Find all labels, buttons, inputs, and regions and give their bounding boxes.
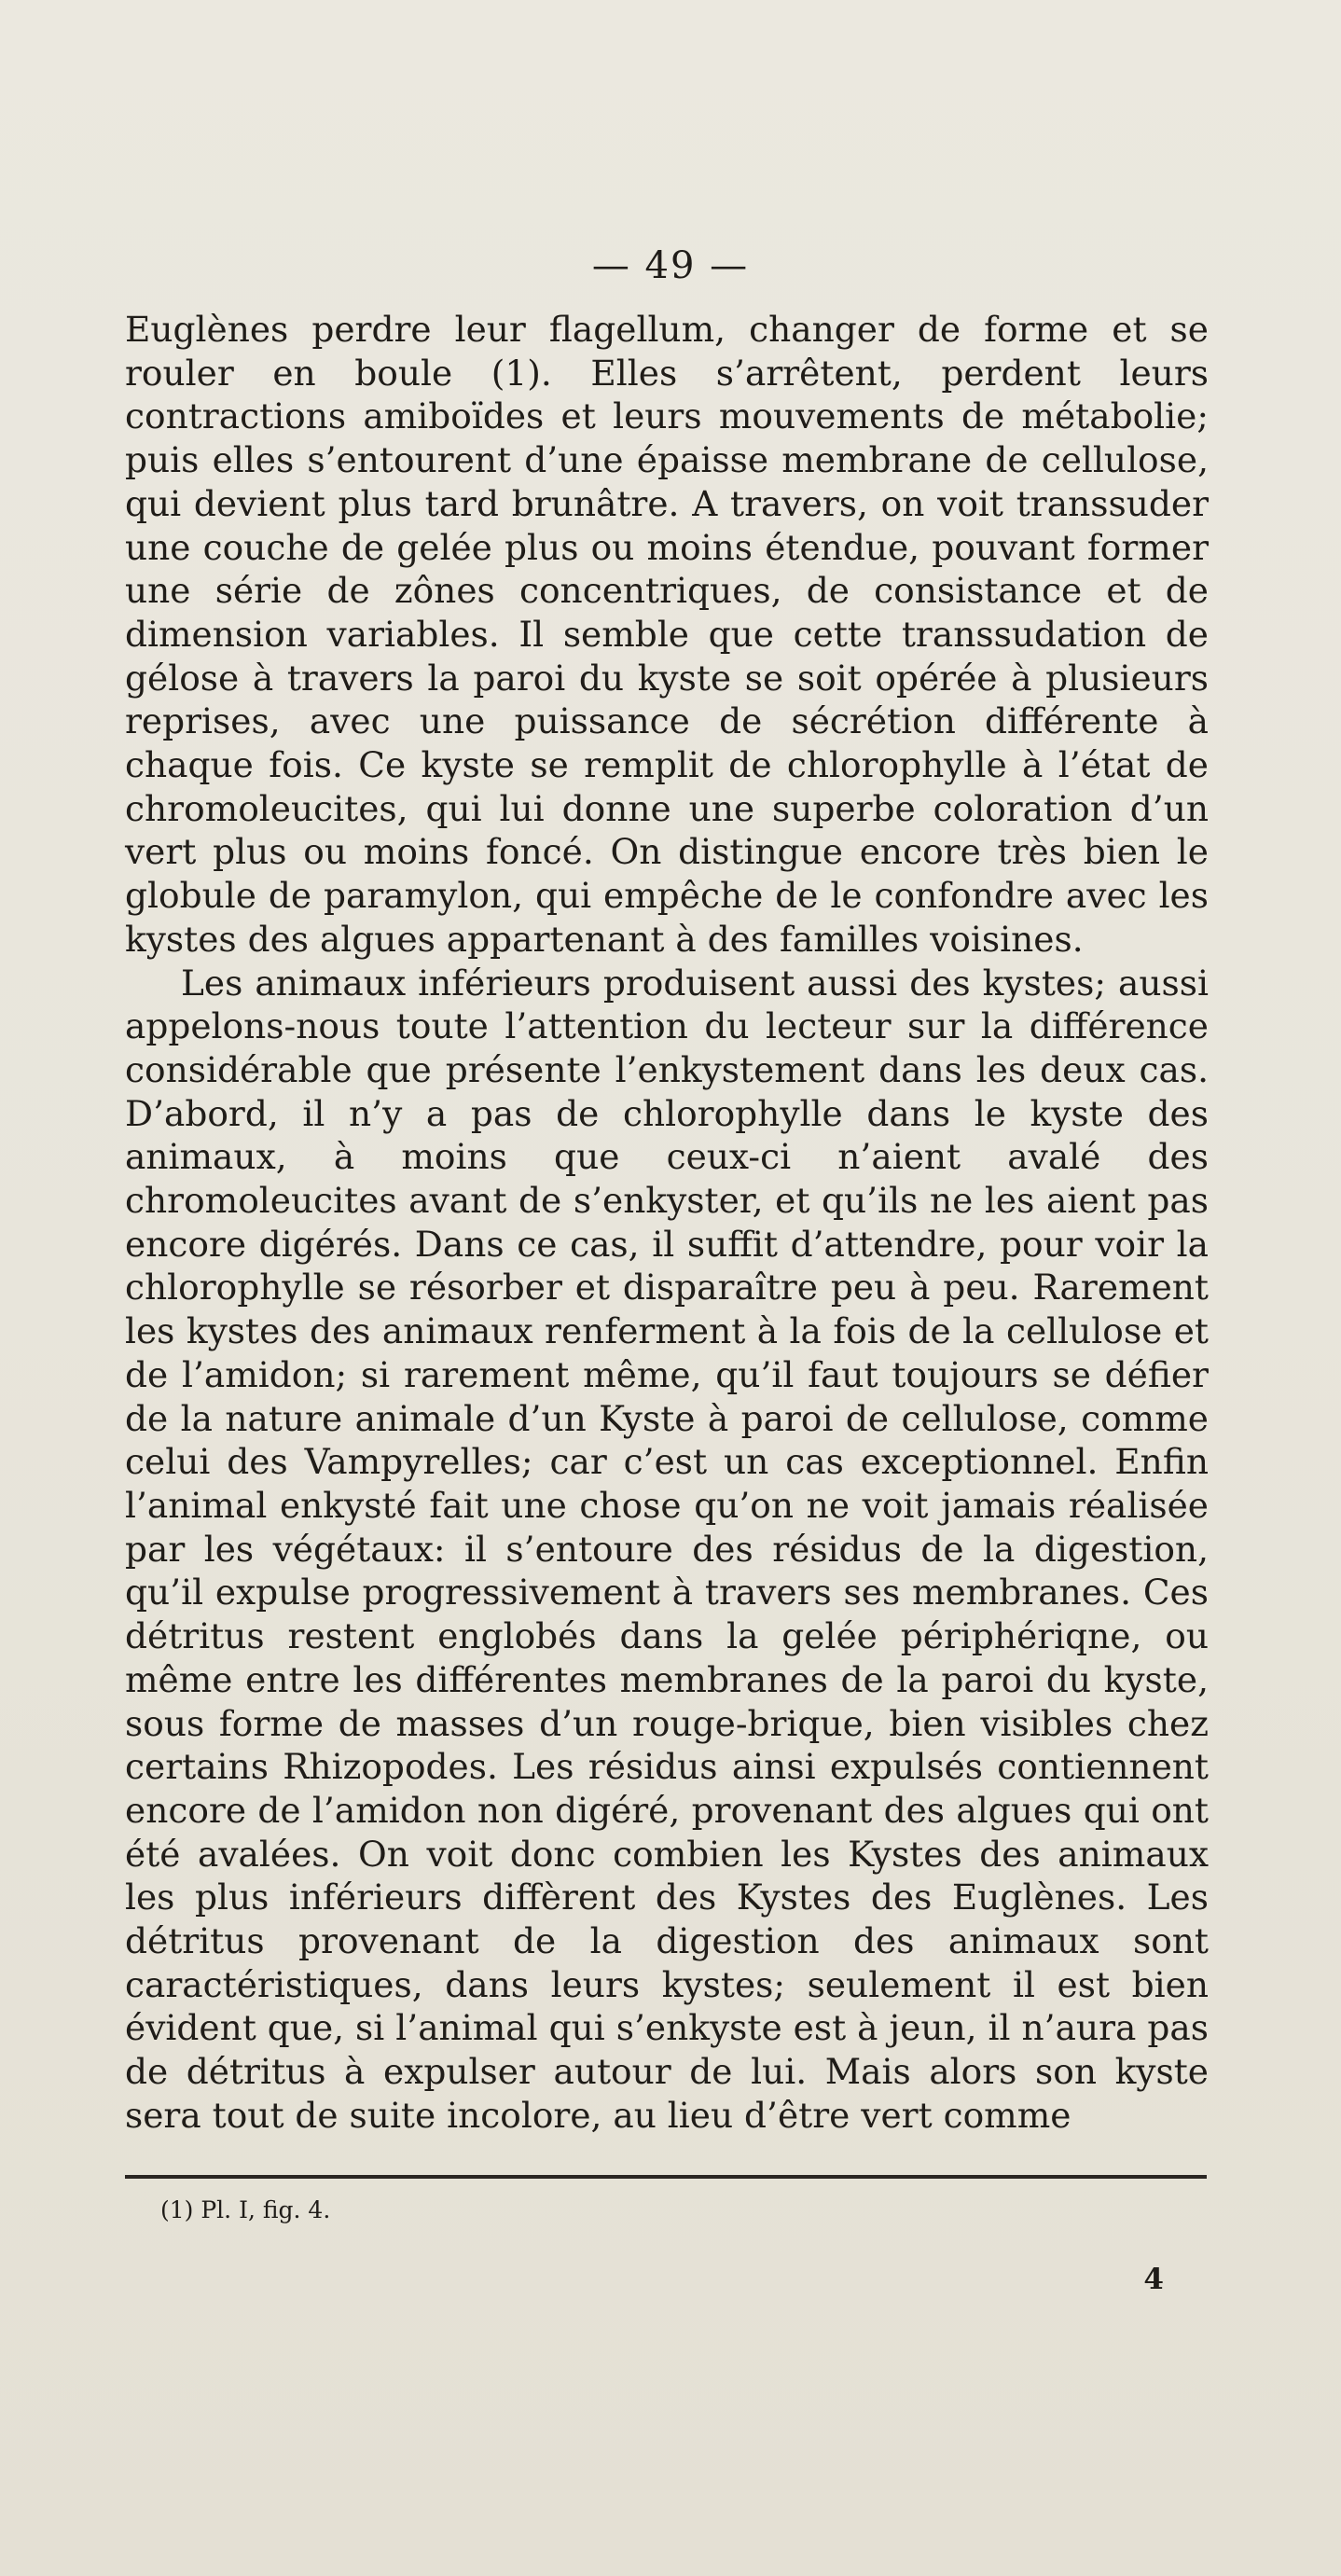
signature-mark: 4: [1143, 2263, 1164, 2296]
paragraph-1: Euglènes perdre leur flagellum, changer de forme et se rouler en boule (1). Elles s’arrêtent, perdent leurs contractions amiboïdes et leurs mouvements de métabolie; puis elles s’entourent d’une épaisse membrane de cellulose, qui devient plus tard brunâtre. A travers, on voit transsuder une couche de gelée plus ou moins étendue, pouvant former une série de zônes concentriques, de consistance et de dimension variables. Il semble que cette transsudation de gélose à travers la paroi du kyste se soit opérée à plusieurs reprises, avec une puissance de sécrétion différente à chaque fois. Ce kyste se remplit de chlorophylle à l’état de chromoleucites, qui lui donne une superbe coloration d’un vert plus ou moins foncé. On distingue encore très bien le globule de paramylon, qui empêche de le confondre avec les kystes des algues appartenant à des familles voisines.: [125, 309, 1209, 960]
paragraph-2: Les animaux inférieurs produisent aussi des kystes; aussi appelons-nous toute l’attention du lecteur sur la différence considérable que présente l’enkystement dans les deux cas. D’abord, il n’y a pas de chlorophylle dans le kyste des animaux, à moins que ceux-ci n’aient avalé des chromoleucites avant de s’enkyster, et qu’ils ne les aient pas encore digérés. Dans ce cas, il suffit d’attendre, pour voir la chlorophylle se résorber et disparaître peu à peu. Rarement les kystes des animaux renferment à la fois de la cellulose et de l’amidon; si rarement même, qu’il faut toujours se défier de la nature animale d’un Kyste à paroi de cellulose, comme celui des Vampyrelles; car c’est un cas exceptionnel. Enfin l’animal enkysté fait une chose qu’on ne voit jamais réalisée par les végétaux: il s’entoure des résidus de la digestion, qu’il expulse progressivement à travers ses membranes. Ces détritus restent englobés dans la gelée périphériqne, ou même entre les différentes membranes de la paroi du kyste, sous forme de masses d’un rouge-brique, bien visibles chez certains Rhizopodes. Les résidus ainsi expulsés contiennent encore de l’amidon non digéré, provenant des algues qui ont été avalées. On voit donc combien les Kystes des animaux les plus inférieurs diffèrent des Kystes des Euglènes. Les détritus provenant de la digestion des animaux sont caractéristiques, dans leurs kystes; seulement il est bien évident que, si l’animal qui s’enkyste est à jeun, il n’aura pas de détritus à expulser autour de lui. Mais alors son kyste sera tout de suite incolore, au lieu d’être vert comme: [125, 962, 1209, 2136]
footnote-rule: [125, 2175, 1207, 2179]
body-text: [125, 308, 1209, 2138]
page-number: — 49 —: [591, 244, 750, 287]
footnote: (1) Pl. I, fig. 4.: [160, 2196, 331, 2223]
